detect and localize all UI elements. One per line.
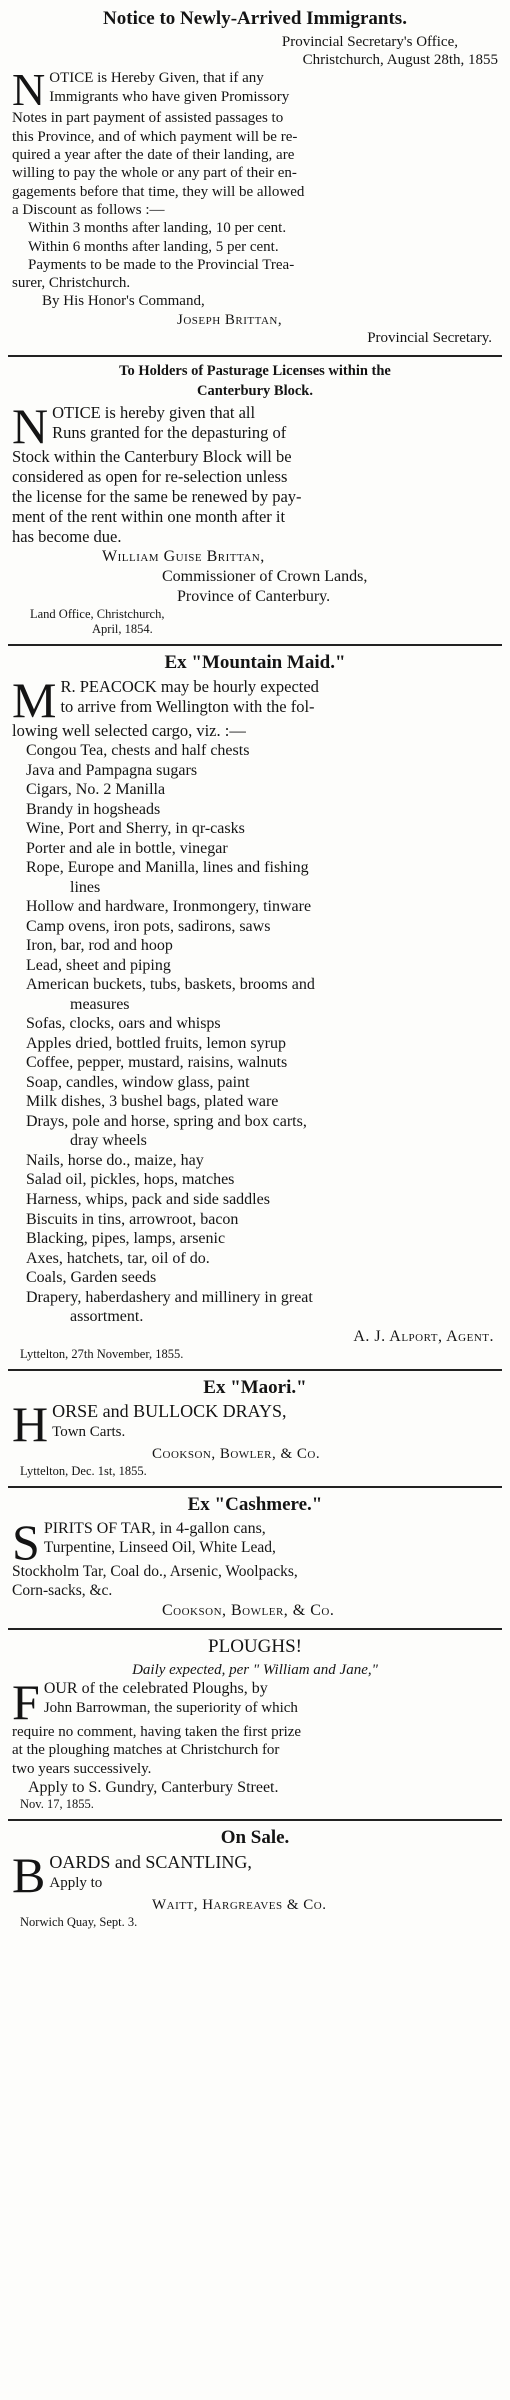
cargo-item: Java and Pampagna sugars [26, 761, 198, 779]
notice-body [12, 1847, 498, 1904]
office-line: Land Office, Christchurch, [30, 607, 165, 622]
drop-cap: N [12, 397, 49, 454]
notice-immigrants [12, 8, 498, 348]
body-line: has become due. [12, 527, 122, 547]
body-line: quired a year after the date of their landing, are [12, 147, 295, 164]
apply-line: Apply to S. Gundry, Canterbury Street. [28, 1778, 279, 1796]
cargo-item: Congou Tea, chests and half chests [26, 742, 250, 760]
body-line: at the ploughing matches at Christchurch for [12, 1742, 280, 1759]
body-line: Notes in part payment of assisted passages to [12, 110, 284, 127]
date-line: Lyttelton, Dec. 1st, 1855. [20, 1464, 147, 1479]
body-line: Stock within the Canterbury Block will be [12, 446, 292, 466]
notice-body [12, 1514, 498, 1601]
notice-title: To Holders of Pasturage Licenses within the [119, 363, 391, 380]
payment-line: surer, Christchurch. [12, 275, 131, 292]
cargo-item: American buckets, tubs, baskets, brooms and [26, 976, 315, 994]
date-line: Norwich Quay, Sept. 3. [20, 1915, 138, 1929]
body-line: OARDS and SCANTLING, [49, 1852, 252, 1873]
drop-cap: F [12, 1674, 40, 1730]
signer-title: Provincial Secretary. [367, 330, 492, 347]
divider [8, 355, 502, 357]
cargo-item: Camp ovens, iron pots, sadirons, saws [26, 917, 271, 935]
body-line: Town Carts. [52, 1424, 126, 1441]
signer-title: Province of Canterbury. [177, 588, 331, 606]
notice-title: Canterbury Block. [197, 382, 313, 399]
notice-body [12, 1396, 498, 1453]
cargo-item: Biscuits in tins, arrowroot, bacon [26, 1210, 239, 1228]
body-line: Immigrants who have given Promissory [49, 88, 290, 105]
cargo-item: Sofas, clocks, oars and whisps [26, 1015, 221, 1033]
cargo-item: Porter and ale in bottle, vinegar [26, 839, 228, 857]
cargo-item: Soap, candles, window glass, paint [26, 1073, 250, 1091]
notice-title: PLOUGHS! [208, 1635, 302, 1657]
notice-body [12, 672, 498, 741]
body-line: Corn-sacks, &c. [12, 1581, 113, 1599]
command-line: By His Honor's Command, [42, 293, 205, 310]
signer-title: Commissioner of Crown Lands, [162, 568, 368, 586]
signer-name: Cookson, Bowler, & Co. [152, 1446, 321, 1463]
cargo-item-continuation: lines [70, 878, 101, 896]
cargo-item: Coals, Garden seeds [26, 1269, 157, 1287]
notice-title: Ex "Mountain Maid." [164, 652, 346, 674]
body-line: this Province, and of which payment will be re- [12, 128, 298, 145]
signer-name: Waitt, Hargreaves & Co. [152, 1897, 327, 1914]
drop-cap: N [12, 64, 46, 116]
cargo-item: Cigars, No. 2 Manilla [26, 781, 166, 799]
signer-name: Cookson, Bowler, & Co. [162, 1601, 335, 1619]
notice-body [12, 397, 498, 548]
body-line: the license for the same be renewed by pay- [12, 486, 302, 506]
notice-subtitle: Daily expected, per " William and Jane," [132, 1661, 378, 1678]
drop-cap: S [12, 1514, 40, 1571]
signer-name: A. J. Alport, Agent. [353, 1327, 494, 1345]
date-line: Lyttelton, 27th November, 1855. [20, 1346, 184, 1361]
body-line: Stockholm Tar, Coal do., Arsenic, Woolpacks, [12, 1563, 298, 1581]
notice-maori [12, 1377, 498, 1480]
date-line: April, 1854. [92, 622, 153, 637]
date-line: Nov. 17, 1855. [20, 1797, 94, 1812]
divider [8, 1369, 502, 1371]
divider [8, 1819, 502, 1821]
body-line: gagements before that time, they will be allowed [12, 183, 305, 200]
cargo-item: Apples dried, bottled fruits, lemon syrup [26, 1034, 286, 1052]
body-line: OTICE is hereby given that all [52, 402, 256, 422]
notice-cashmere [12, 1494, 498, 1621]
cargo-item-continuation: measures [70, 995, 130, 1013]
cargo-item: Wine, Port and Sherry, in qr-casks [26, 820, 245, 838]
cargo-item: Milk dishes, 3 bushel bags, plated ware [26, 1093, 279, 1111]
body-line: require no comment, having taken the first prize [12, 1724, 302, 1740]
divider [8, 644, 502, 646]
notice-body [12, 64, 498, 219]
body-line: willing to pay the whole or any part of their en- [12, 165, 297, 182]
cargo-item: Nails, horse do., maize, hay [26, 1151, 204, 1169]
body-line: a Discount as follows :— [12, 201, 165, 218]
drop-cap: H [12, 1396, 49, 1453]
body-line: ORSE and BULLOCK DRAYS, [52, 1401, 287, 1422]
body-line: considered as open for re-selection unless [12, 466, 288, 486]
cargo-item: Drapery, haberdashery and millinery in great [26, 1288, 313, 1306]
body-line: John Barrowman, the superiority of which [43, 1699, 298, 1716]
cargo-item: Coffee, pepper, mustard, raisins, walnuts [26, 1054, 288, 1072]
cargo-item: Blacking, pipes, lamps, arsenic [26, 1230, 226, 1248]
drop-cap: B [12, 1847, 46, 1904]
notice-ploughs [12, 1636, 498, 1813]
notice-title: Notice to Newly-Arrived Immigrants. [103, 8, 407, 29]
cargo-item: Harness, whips, pack and side saddles [26, 1191, 270, 1208]
cargo-item: Drays, pole and horse, spring and box carts, [26, 1112, 307, 1130]
payment-line: Payments to be made to the Provincial Trea- [28, 256, 295, 273]
discount-term: Within 3 months after landing, 10 per cent. [28, 220, 287, 237]
signer-name: Joseph Brittan, [177, 311, 283, 328]
cargo-item: Iron, bar, rod and hoop [26, 937, 173, 955]
body-line: OTICE is Hereby Given, that if any [49, 70, 264, 87]
signer-name: William Guise Brittan, [102, 548, 265, 566]
cargo-item: Salad oil, pickles, hops, matches [26, 1171, 235, 1189]
notice-title: Ex "Cashmere." [187, 1494, 323, 1516]
cargo-item: Axes, hatchets, tar, oil of do. [26, 1249, 210, 1267]
body-line: R. PEACOCK may be hourly expected [60, 677, 319, 697]
notice-on-sale [12, 1827, 498, 1930]
notice-pasturage [12, 363, 498, 637]
body-line: PIRITS OF TAR, in 4-gallon cans, [43, 1520, 266, 1538]
body-line: Turpentine, Linseed Oil, White Lead, [43, 1538, 276, 1556]
body-line: Runs granted for the depasturing of [52, 422, 287, 442]
drop-cap: M [12, 672, 57, 729]
notice-title: Ex "Maori." [203, 1376, 307, 1398]
body-line: OUR of the celebrated Ploughs, by [43, 1680, 268, 1697]
date-line: Christchurch, August 28th, 1855 [302, 52, 498, 69]
cargo-item: Rope, Europe and Manilla, lines and fishing [26, 859, 309, 877]
body-line: two years successively. [12, 1760, 152, 1777]
body-line: ment of the rent within one month after it [12, 506, 286, 526]
office-line: Provincial Secretary's Office, [281, 33, 458, 50]
cargo-item: Hollow and hardware, Ironmongery, tinware [26, 898, 312, 916]
body-line: Apply to [49, 1875, 103, 1892]
notice-mountain-maid [12, 652, 498, 1361]
discount-term: Within 6 months after landing, 5 per cent. [28, 238, 279, 255]
divider [8, 1628, 502, 1630]
notice-title: On Sale. [220, 1827, 290, 1849]
body-line: lowing well selected cargo, viz. :— [12, 721, 246, 741]
divider [8, 1486, 502, 1488]
cargo-item-continuation: assortment. [70, 1308, 144, 1326]
notice-body [12, 1674, 498, 1778]
cargo-list [12, 741, 498, 1326]
body-line: to arrive from Wellington with the fol- [60, 697, 315, 717]
cargo-item-continuation: dray wheels [70, 1132, 147, 1150]
cargo-item: Lead, sheet and piping [26, 956, 171, 974]
cargo-item: Brandy in hogsheads [26, 800, 161, 818]
